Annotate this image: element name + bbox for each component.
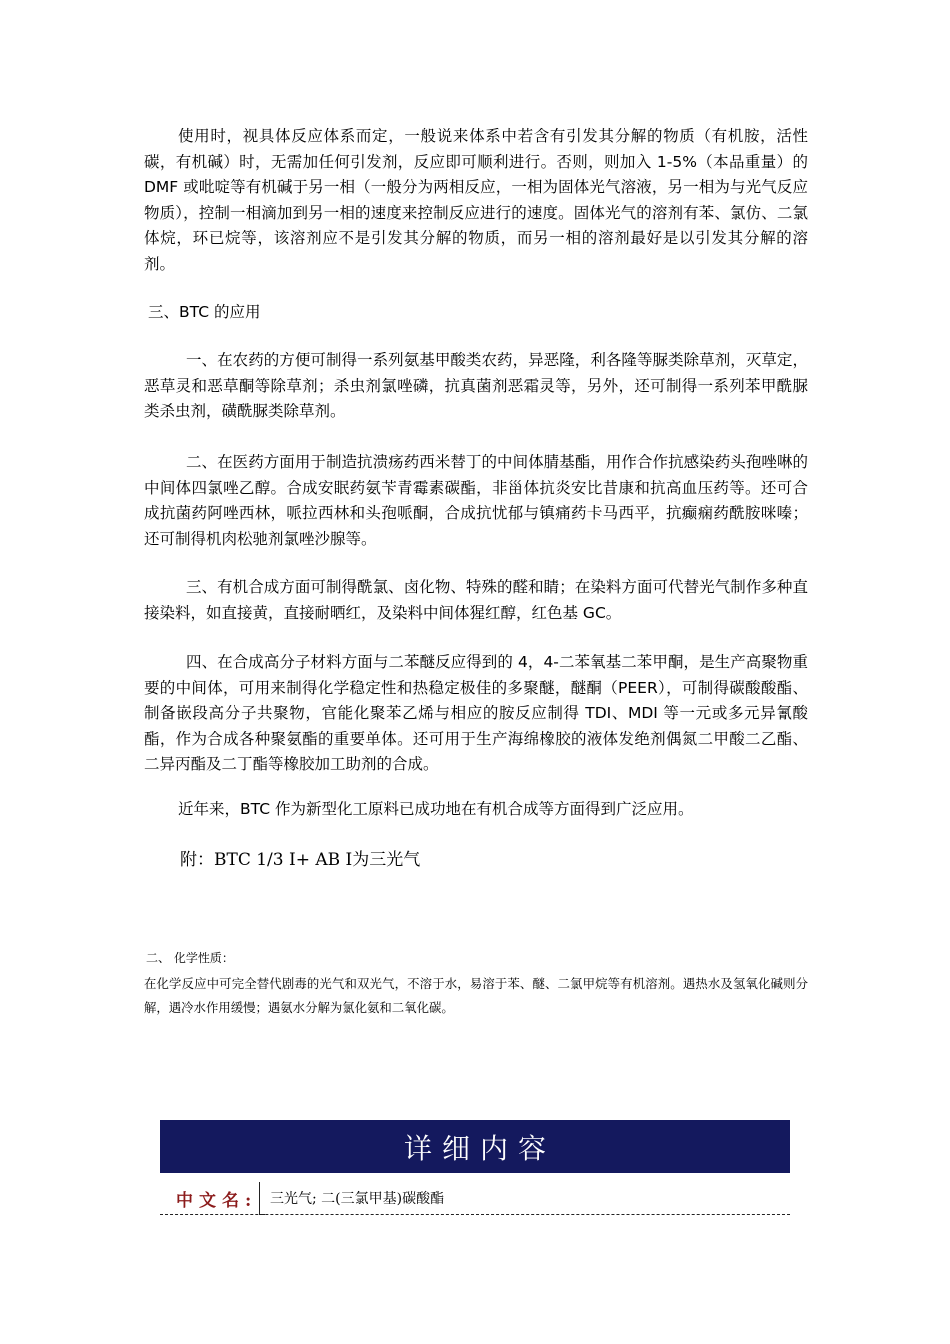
usage-paragraph: 使用时，视具体反应体系而定，一般说来体系中若含有引发其分解的物质（有机胺，活性碳，有机碱）时，无需加任何引发剂，反应即可顺利进行。否则，则加入 1-5%（本品重量）的 DMF 或吡啶等有机碱于另一相（一般分为两相反应，一相为固体光气溶液，另一相为与光气反应物质），控制一相滴加到另一相的速度来控制反应进行的速度。固体光气的溶剂有苯、氯仿、二氯体烷，环已烷等，该溶剂应不是引发其分解的物质，而另一相的溶剂最好是以引发其分解的溶剂。 (144, 127, 808, 273)
detail-row-value: 三光气; 二(三氯甲基)碳酸酯 (270, 1191, 445, 1207)
detail-banner (160, 1120, 790, 1173)
recent-years-paragraph: 近年来，BTC 作为新型化工原料已成功地在有机合成等方面得到广泛应用。 (178, 800, 694, 818)
section-heading-btc-applications: 三、BTC 的应用 (148, 303, 261, 321)
agriculture-paragraph: 一、在农药的方便可制得一系列氨基甲酸类农药，异恶隆，利各隆等脲类除草剂，灭草定，恶草灵和恶草酮等除草剂；杀虫剂氯唑磷，抗真菌剂恶霜灵等，另外，还可制得一系列苯甲酰脲类杀虫剂，磺酰脲类除草剂。 (144, 351, 808, 420)
detail-banner-title: 详细内容 (403, 1131, 556, 1165)
chemical-properties-heading: 二、 化学性质： (146, 951, 234, 965)
organic-synthesis-paragraph: 三、有机合成方面可制得酰氯、卤化物、特殊的醛和睛；在染料方面可代替光气制作多种直接染料，如直接黄，直接耐晒红，及染料中间体猩红醇，红色基 GC。 (144, 578, 808, 622)
medicine-paragraph: 二、在医药方面用于制造抗溃疡药西米替丁的中间体腈基酯，用作合作抗感染药头孢唑啉的中间体四氯唑乙醇。合成安眠药氨苄青霉素碳酯，非甾体抗炎安比昔康和抗高血压药等。还可合成抗菌药阿唑西林，哌拉西林和头孢哌酮，合成抗忧郁与镇痛药卡马西平，抗癫痫药酰胺咪嗪；还可制得机肉松驰剂氯唑沙腺等。 (144, 453, 808, 548)
polymer-paragraph: 四、在合成高分子材料方面与二苯醚反应得到的 4，4-二苯氧基二苯甲酮，是生产高聚物重要的中间体，可用来制得化学稳定性和热稳定极佳的多聚醚，醚酮（PEER），可制得碳酸酸酯、制备嵌段高分子共聚物，官能化聚苯乙烯与相应的胺反应制得 TDI、MDI 等一元或多元异氰酸酯，作为合成各种聚氨酯的重要单体。还可用于生产海绵橡胶的液体发绝剂偶氮二甲酸二乙酯、二异丙酯及二丁酯等橡胶加工助剂的合成。 (144, 653, 808, 773)
detail-row-label: 中文名: (176, 1191, 258, 1211)
detail-row-chinese-name (160, 1178, 790, 1220)
appendix-note: 附：BTC 1/3 I+ AB I为三光气 (180, 850, 421, 870)
row-dashed-rule (160, 1214, 790, 1215)
chemical-properties-text: 在化学反应中可完全替代剧毒的光气和双光气，不溶于水，易溶于苯、醚、二氯甲烷等有机溶剂。遇热水及氢氧化碱则分解，遇冷水作用缓慢；遇氨水分解为氯化氨和二氧化碳。 (144, 976, 808, 1015)
row-divider (259, 1182, 260, 1214)
